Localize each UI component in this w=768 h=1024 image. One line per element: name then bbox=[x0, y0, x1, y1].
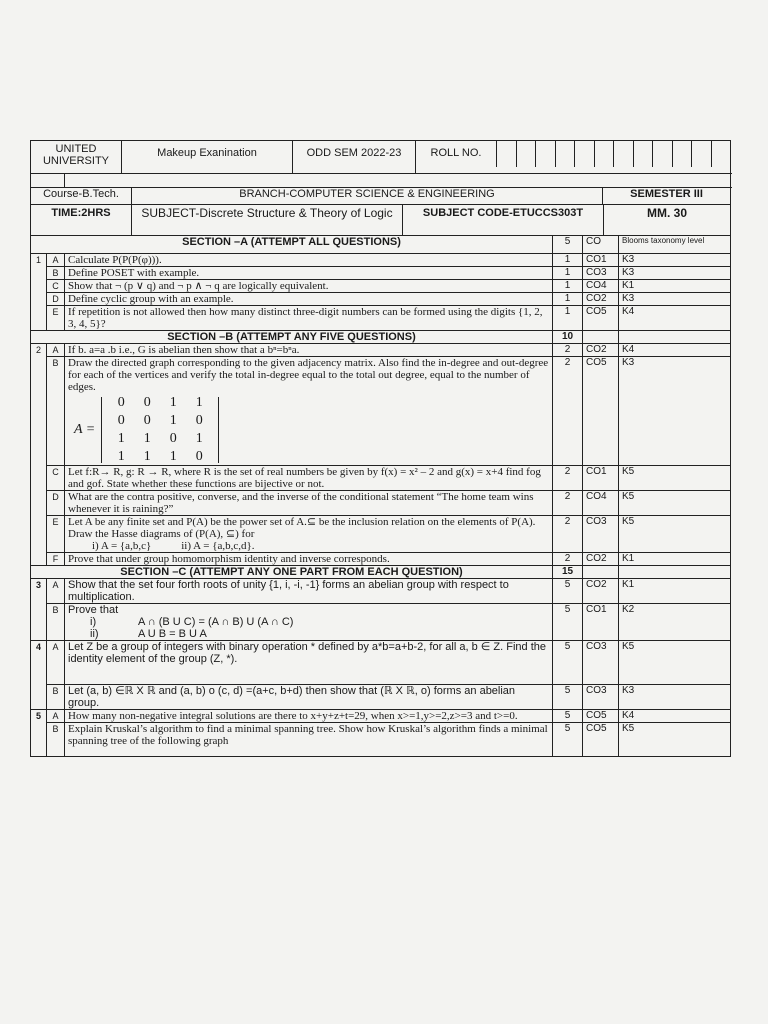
matrix-cell: 0 bbox=[117, 395, 125, 410]
matrix-label: A = bbox=[74, 422, 96, 437]
part-label: B bbox=[47, 267, 65, 280]
part-label: B bbox=[47, 685, 65, 710]
roll-no-boxes bbox=[496, 141, 730, 173]
bloom-level: K5 bbox=[619, 723, 731, 757]
part-label: A bbox=[47, 254, 65, 267]
branch-label: BRANCH-COMPUTER SCIENCE & ENGINEERING bbox=[132, 188, 603, 204]
question-number: 3 bbox=[31, 579, 47, 641]
question-text: Draw the directed graph corresponding to the given adjacency matrix. Also find the in-degree and out-degree for each of the vertices and verify the total in-degree equal to the total out degree, equal to the number of edges. bbox=[68, 357, 549, 393]
exam-paper bbox=[30, 140, 730, 757]
question-number: 4 bbox=[31, 641, 47, 710]
co: CO5 bbox=[583, 306, 619, 331]
part-label: A bbox=[47, 641, 65, 685]
question-number: 5 bbox=[31, 710, 47, 757]
matrix-cell: 1 bbox=[195, 395, 203, 410]
matrix-cell: 1 bbox=[169, 413, 177, 428]
bloom-level: K1 bbox=[619, 280, 731, 293]
subject-code: SUBJECT CODE-ETUCCS303T bbox=[403, 205, 604, 235]
co: CO5 bbox=[583, 710, 619, 723]
bloom-level: K5 bbox=[619, 466, 731, 491]
bloom-level: K5 bbox=[619, 516, 731, 553]
question-text: What are the contra positive, converse, and the inverse of the conditional statement “The home team wins whenever it is raining?” bbox=[65, 491, 553, 516]
section-b-title: SECTION –B (ATTEMPT ANY FIVE QUESTIONS) bbox=[31, 331, 553, 344]
matrix-cell: 1 bbox=[169, 449, 177, 464]
marks: 1 bbox=[553, 280, 583, 293]
sub-label: ii) bbox=[90, 628, 99, 640]
course-label: Course-B.Tech. bbox=[31, 188, 132, 204]
co: CO2 bbox=[583, 344, 619, 357]
subject-label: SUBJECT-Discrete Structure & Theory of Logic bbox=[132, 205, 403, 235]
bloom-level: K3 bbox=[619, 254, 731, 267]
co: CO5 bbox=[583, 357, 619, 466]
marks: 2 bbox=[553, 553, 583, 566]
university-name: UNITED UNIVERSITY bbox=[31, 141, 122, 173]
co: CO3 bbox=[583, 641, 619, 685]
roll-no-label: ROLL NO. bbox=[430, 147, 482, 159]
co: CO3 bbox=[583, 267, 619, 280]
marks: 1 bbox=[553, 306, 583, 331]
bloom-level: K5 bbox=[619, 491, 731, 516]
marks: 5 bbox=[553, 685, 583, 710]
exam-type: Makeup Exanination bbox=[122, 141, 293, 173]
co: CO2 bbox=[583, 293, 619, 306]
question-text: Let (a, b) ∈ℝ X ℝ and (a, b) o (c, d) =(a+c, b+d) then show that (ℝ X ℝ, o) forms an abelian group. bbox=[65, 685, 553, 710]
question-text: Show that the set four forth roots of unity {1, i, -i, -1} forms an abelian group with respect to multiplication. bbox=[65, 579, 553, 604]
matrix-cell: 1 bbox=[117, 449, 125, 464]
bloom-level: K3 bbox=[619, 267, 731, 280]
co: CO4 bbox=[583, 491, 619, 516]
part-label: C bbox=[47, 466, 65, 491]
matrix-cell: 0 bbox=[143, 395, 151, 410]
part-label: B bbox=[47, 723, 65, 757]
part-label: E bbox=[47, 516, 65, 553]
marks: 2 bbox=[553, 357, 583, 466]
marks: 1 bbox=[553, 293, 583, 306]
co: CO1 bbox=[583, 466, 619, 491]
part-label: E bbox=[47, 306, 65, 331]
matrix-cell: 0 bbox=[195, 449, 203, 464]
question-text: Explain Kruskal’s algorithm to find a minimal spanning tree. Show how Kruskal’s algorithm finds a minimal spanning tree of the following graph bbox=[65, 723, 553, 757]
sub-part: i) A = {a,b,c} bbox=[92, 540, 152, 552]
bloom-level: K2 bbox=[619, 604, 731, 641]
marks: 5 bbox=[553, 604, 583, 641]
adjacency-matrix bbox=[74, 397, 549, 463]
bloom-level: K5 bbox=[619, 641, 731, 685]
part-label: B bbox=[47, 357, 65, 466]
matrix-cell: 0 bbox=[143, 413, 151, 428]
marks: 5 bbox=[553, 710, 583, 723]
matrix-cell: 1 bbox=[143, 449, 151, 464]
section-c-marks: 15 bbox=[553, 566, 583, 579]
question-text: Show that ¬ (p ∨ q) and ¬ p ∧ ¬ q are logically equivalent. bbox=[65, 280, 553, 293]
co: CO1 bbox=[583, 254, 619, 267]
question-text: Let A be any finite set and P(A) be the power set of A.⊆ be the inclusion relation on the elements of P(A). Draw the Hasse diagrams of (P(A), ⊆) for bbox=[68, 516, 536, 540]
marks: 2 bbox=[553, 491, 583, 516]
part-label: D bbox=[47, 491, 65, 516]
bloom-level: K1 bbox=[619, 553, 731, 566]
section-c-title: SECTION –C (ATTEMPT ANY ONE PART FROM EACH QUESTION) bbox=[31, 566, 553, 579]
time-label: TIME:2HRS bbox=[31, 205, 132, 235]
marks: 2 bbox=[553, 344, 583, 357]
part-label: A bbox=[47, 579, 65, 604]
matrix-cell: 0 bbox=[195, 413, 203, 428]
sub-part: ii) A = {a,b,c,d}. bbox=[181, 540, 255, 552]
bloom-level: K3 bbox=[619, 685, 731, 710]
question-text: Prove that bbox=[68, 604, 119, 616]
matrix-cell: 0 bbox=[117, 413, 125, 428]
question-text: Let Z be a group of integers with binary operation * defined by a*b=a+b-2, for all a, b ∈ Z. Find the identity element of the group (Z, *). bbox=[65, 641, 553, 685]
matrix-grid bbox=[101, 397, 219, 463]
marks: 1 bbox=[553, 267, 583, 280]
marks: 5 bbox=[553, 641, 583, 685]
part-label: F bbox=[47, 553, 65, 566]
co: CO2 bbox=[583, 553, 619, 566]
part-label: A bbox=[47, 344, 65, 357]
question-text: If b. a=a .b i.e., G is abelian then show that a bⁿ=bⁿa. bbox=[65, 344, 553, 357]
part-label: C bbox=[47, 280, 65, 293]
marks: 5 bbox=[553, 723, 583, 757]
section-b-marks: 10 bbox=[553, 331, 583, 344]
max-marks: MM. 30 bbox=[647, 206, 688, 220]
question-cell bbox=[65, 357, 553, 466]
question-cell bbox=[65, 516, 553, 553]
question-text: Prove that under group homomorphism identity and inverse corresponds. bbox=[65, 553, 553, 566]
co: CO4 bbox=[583, 280, 619, 293]
part-label: B bbox=[47, 604, 65, 641]
bloom-level: K4 bbox=[619, 710, 731, 723]
marks: 1 bbox=[553, 254, 583, 267]
question-text: Let f:R→ R, g: R → R, where R is the set of real numbers be given by f(x) = x² – 2 and g(x) = x+4 find fog and gof. State whether these functions are bijective or not. bbox=[65, 466, 553, 491]
part-label: D bbox=[47, 293, 65, 306]
marks: 2 bbox=[553, 516, 583, 553]
co-header: CO bbox=[583, 236, 619, 254]
question-text: If repetition is not allowed then how many distinct three-digit numbers can be formed using the digits {1, 2, 3, 4, 5}? bbox=[65, 306, 553, 331]
co: CO1 bbox=[583, 604, 619, 641]
matrix-cell: 1 bbox=[143, 431, 151, 446]
question-text: Define cyclic group with an example. bbox=[65, 293, 553, 306]
question-cell bbox=[65, 604, 553, 641]
bloom-level: K4 bbox=[619, 344, 731, 357]
question-text: Calculate P(P(P(φ))). bbox=[65, 254, 553, 267]
co: CO5 bbox=[583, 723, 619, 757]
sub-label: i) bbox=[90, 616, 97, 628]
bloom-level: K3 bbox=[619, 357, 731, 466]
question-text: How many non-negative integral solutions are there to x+y+z+t=29, when x>=1,y>=2,z>=3 and t>=0. bbox=[65, 710, 553, 723]
section-a-title: SECTION –A (ATTEMPT ALL QUESTIONS) bbox=[31, 236, 553, 254]
question-number: 1 bbox=[31, 254, 47, 331]
semester-label: SEMESTER III bbox=[630, 188, 703, 200]
bloom-header: Blooms taxonomy level bbox=[619, 236, 731, 254]
matrix-cell: 1 bbox=[169, 395, 177, 410]
question-number: 2 bbox=[31, 344, 47, 566]
part-label: A bbox=[47, 710, 65, 723]
bloom-level: K1 bbox=[619, 579, 731, 604]
sub-part: A U B = B U A bbox=[138, 628, 207, 640]
co: CO3 bbox=[583, 685, 619, 710]
matrix-cell: 1 bbox=[117, 431, 125, 446]
marks: 2 bbox=[553, 466, 583, 491]
co: CO2 bbox=[583, 579, 619, 604]
marks: 5 bbox=[553, 579, 583, 604]
matrix-cell: 1 bbox=[195, 431, 203, 446]
co: CO3 bbox=[583, 516, 619, 553]
bloom-level: K4 bbox=[619, 306, 731, 331]
section-a-marks: 5 bbox=[553, 236, 583, 254]
exam-table bbox=[30, 140, 731, 757]
bloom-level: K3 bbox=[619, 293, 731, 306]
sub-part: A ∩ (B U C) = (A ∩ B) U (A ∩ C) bbox=[138, 616, 294, 628]
term-label: ODD SEM 2022-23 bbox=[293, 141, 416, 173]
question-text: Define POSET with example. bbox=[65, 267, 553, 280]
matrix-cell: 0 bbox=[169, 431, 177, 446]
